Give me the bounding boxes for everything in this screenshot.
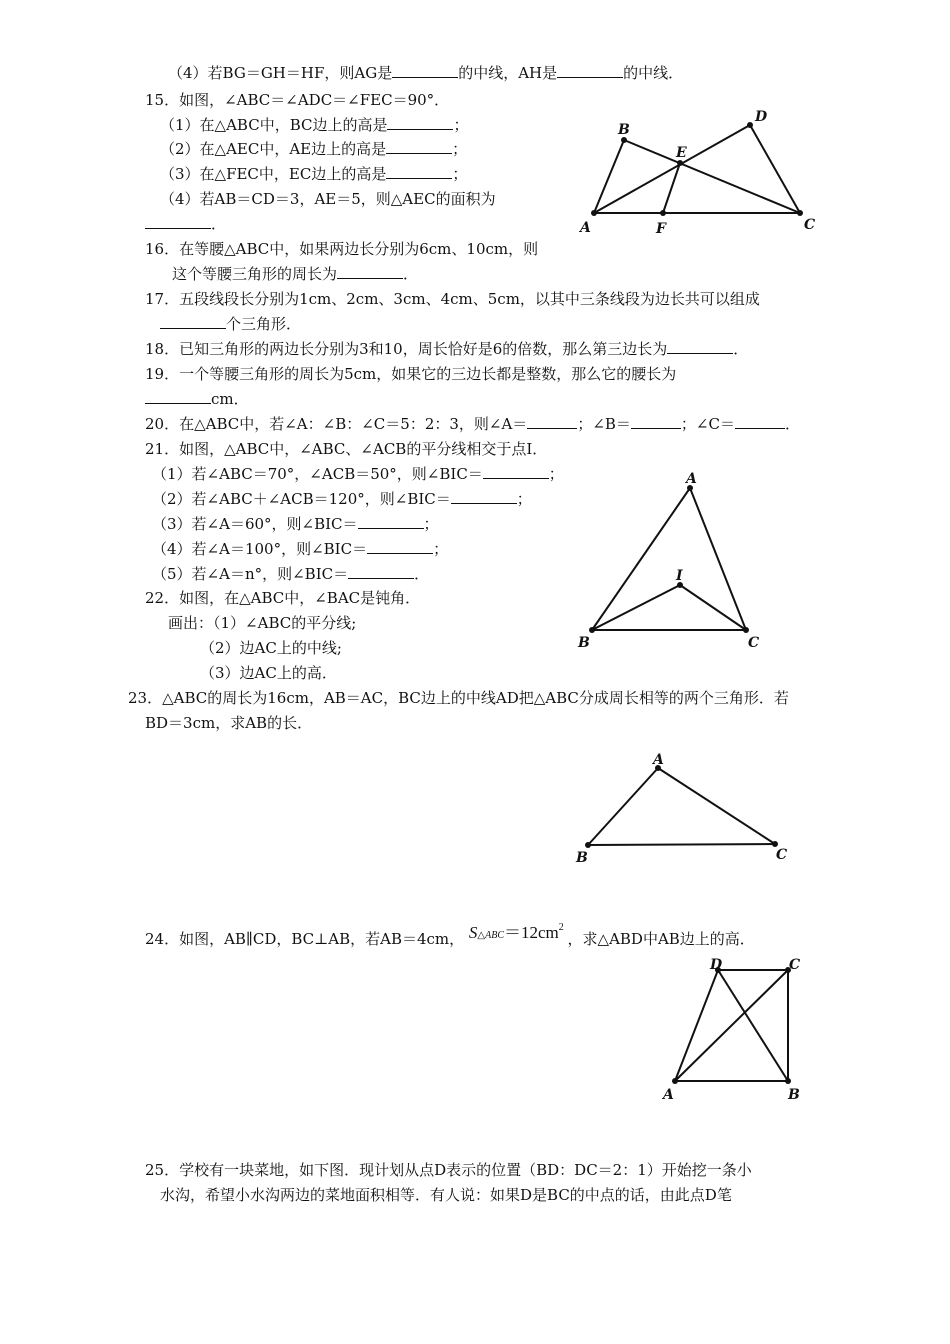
blank[interactable] (392, 63, 458, 78)
label-B: B (578, 635, 590, 651)
blank[interactable] (358, 514, 424, 529)
blank[interactable] (367, 539, 433, 554)
label-E: E (676, 145, 687, 161)
q24: 24．如图，AB∥CD，BC⊥AB，若AB＝4cm， $S\triangle ABC=12cm^2$ ，求△ABD中AB边上的高． (145, 922, 755, 948)
label-A: A (653, 752, 664, 768)
q16-b: 这个等腰三角形的周长为 ． (172, 265, 419, 283)
label-A: A (580, 220, 591, 236)
blank[interactable] (451, 489, 517, 504)
q19-b: cm． (145, 389, 249, 409)
figure-15 (570, 105, 830, 245)
q15-title: 15．如图，∠ABC＝∠ADC＝∠FEC＝90°． (145, 91, 450, 109)
q17-b: 个三角形． (160, 314, 301, 334)
q21-4: （4）若∠A＝100°，则∠BIC＝ ； (152, 540, 449, 558)
q21-2: （2）若∠ABC＋∠ACB＝120°，则∠BIC＝ ； (152, 490, 532, 508)
blank[interactable] (145, 214, 211, 229)
label-D: D (755, 109, 768, 125)
q21-1: （1）若∠ABC＝70°，∠ACB＝50°，则∠BIC＝ ； (152, 465, 564, 483)
blank[interactable] (527, 414, 577, 429)
blank[interactable] (387, 115, 453, 130)
label-C: C (789, 957, 801, 973)
q22-2: （2）边AC上的中线; (200, 639, 342, 657)
q21: 21．如图，△ABC中，∠ABC、∠ACB的平分线相交于点I． (145, 440, 548, 458)
q18: 18．已知三角形的两边长分别为3和10，周长恰好是6的倍数，那么第三边长为 ． (145, 340, 749, 358)
q23: 23．△ABC的周长为16cm，AB＝AC，BC边上的中线AD把△ABC分成周长相等的两个三角形．若 (128, 689, 789, 707)
q23-b: BD＝3cm，求AB的长． (145, 714, 313, 732)
q20: 20．在△ABC中，若∠A：∠B：∠C＝5：2：3，则∠A＝ ；∠B＝ ；∠C＝ ． (145, 415, 800, 433)
label-B: B (618, 122, 630, 138)
label-D: D (710, 957, 723, 973)
q14-4: （4）若BG＝GH＝HF，则AG是 的中线，AH是 的中线． (168, 64, 684, 82)
label-I: I (676, 568, 683, 584)
q19: 19．一个等腰三角形的周长为5cm，如果它的三边长都是整数，那么它的腰长为 (145, 365, 677, 383)
label-C: C (804, 217, 816, 233)
q22: 22．如图，在△ABC中，∠BAC是钝角． (145, 589, 421, 607)
label-B: B (576, 850, 588, 866)
q21-3: （3）若∠A＝60°，则∠BIC＝ ； (152, 515, 439, 533)
figure-21 (570, 470, 780, 660)
label-A: A (663, 1087, 674, 1103)
q21-5: （5）若∠A＝n°，则∠BIC＝ ． (152, 565, 430, 583)
q22-1: 画出：（1）∠ABC的平分线; (168, 614, 357, 632)
blank[interactable] (348, 564, 414, 579)
area-formula: $S\triangle ABC=12cm^2$ (468, 922, 564, 942)
label-A: A (686, 471, 697, 487)
q15-2: （2）在△AEC中，AE边上的高是 ； (160, 140, 468, 158)
blank[interactable] (631, 414, 681, 429)
figure-24 (655, 955, 825, 1105)
q17: 17．五段线段长分别为1cm、2cm、3cm、4cm、5cm，以其中三条线段为边长共可以组成 (145, 290, 760, 308)
blank[interactable] (483, 464, 549, 479)
q15-4-answer: ． (145, 214, 226, 234)
q15-3: （3）在△FEC中，EC边上的高是 ； (160, 165, 468, 183)
q15-1: （1）在△ABC中，BC边上的高是 ； (160, 116, 469, 134)
label-F: F (656, 221, 666, 237)
q15-4: （4）若AB＝CD＝3，AE＝5，则△AEC的面积为 (160, 190, 496, 208)
label-C: C (748, 635, 760, 651)
q25-b: 水沟，希望小水沟两边的菜地面积相等．有人说：如果D是BC的中点的话，由此点D笔 (160, 1186, 732, 1204)
label-B: B (788, 1087, 800, 1103)
figure-23 (570, 750, 800, 870)
blank[interactable] (667, 339, 733, 354)
q22-3: （3）边AC上的高． (200, 664, 337, 682)
blank[interactable] (386, 139, 452, 154)
label-C: C (776, 847, 788, 863)
blank[interactable] (735, 414, 785, 429)
blank[interactable] (557, 63, 623, 78)
blank[interactable] (145, 389, 211, 404)
q25: 25．学校有一块菜地，如下图．现计划从点D表示的位置（BD：DC＝2：1）开始挖一条小 (145, 1161, 752, 1179)
blank[interactable] (337, 264, 403, 279)
q16: 16．在等腰△ABC中，如果两边长分别为6cm、10cm，则 (145, 240, 539, 258)
blank[interactable] (160, 314, 226, 329)
blank[interactable] (386, 164, 452, 179)
